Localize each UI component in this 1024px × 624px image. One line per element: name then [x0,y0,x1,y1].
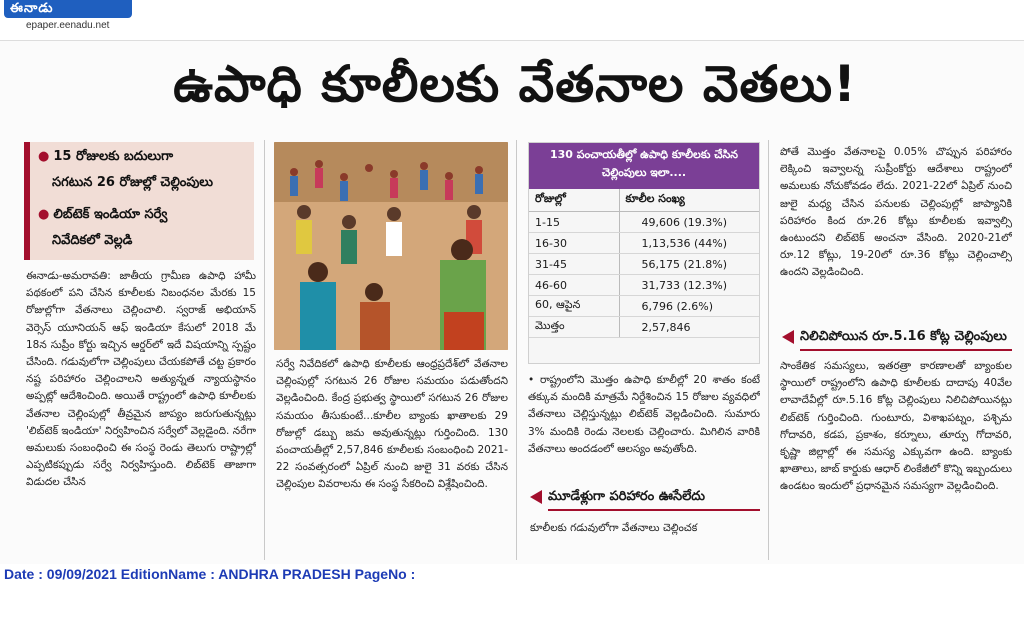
highlight-line: ● 15 రోజులకు బదులుగా [38,149,174,164]
headline: ఉపాధి కూలీలకు వేతనాల వెతలు! [173,55,857,113]
table-cell: మొత్తం [529,317,619,338]
article-column-2: సర్వే నివేదికలో ఉపాధి కూలీలకు ఆంధ్రప్రదేశ్‌లో వేతనాల చెల్లింపుల్లో సగటున 26 రోజుల సమయం పడుతోందని వెల్లడించింది. కేంద్ర ప్రభుత్వ స్థాయిలో సగటున 26 రోజుల సమయం తీసుకుంటే...కూలీల బ్యాంకు ఖాతాలకు 29 రోజుల్లో డబ్బు జమ అవుతున్నట్లు గుర్తించింది. 130 పంచాయతీల్లో 2,57,846 కూలీలకు సంబంధించి 2021-22 సంవత్సరంలో ఏప్రిల్‌ నుంచి జులై 31 వరకు చేసిన చెల్లింపుల వివరాలను ఈ సంస్థ సేకరించి విశ్లేషించింది. [276,358,508,491]
table-title: 130 పంచాయతీల్లో ఉపాధి కూలీలకు చేసిన చెల్లింపులు ఇలా.... [529,143,759,189]
table-cell: 31,733 (12.3%) [619,275,759,296]
table-cell: 49,606 (19.3%) [619,212,759,233]
workers-photo [274,142,508,350]
article-column-4: పోతే మొత్తం వేతనాలపై 0.05% చొప్పున పరిహారం లెక్కించి ఇవ్వాలన్న సుప్రీంకోర్టు ఆదేశాలు రాష్ట్రంలో అమలుకు నోచుకోవడం లేదు. 2021-22లో ఏప్రిల్‌ నుంచి జులై మధ్య చేసిన పనులకు చెల్లింపుల్లో జాప్యానికి పరిహారం కింద రూ.26 కోట్లు కూలీలకు ఇవ్వాల్సి ఉంటుందని లిబ్‌టెక్‌ అంచనా వేసింది. 2020-21లో రూ.12 కోట్లు, 19-20లో రూ.36 కోట్లు చెల్లించాల్సి ఉందని వెల్లడించింది. [780,146,1012,279]
table-cell: 6,796 (2.6%) [619,296,759,317]
table-row [529,254,759,275]
highlight-line: నివేదికలో వెల్లడి [52,233,133,248]
column-rule [516,140,517,560]
table-row [529,296,759,317]
bullet-icon: ● [38,207,50,222]
column-rule [768,140,769,560]
table-cell: 46-60 [529,275,619,296]
table-cell: 1-15 [529,212,619,233]
workers-photo-illustration [274,142,508,350]
table-row [529,233,759,254]
arrow-icon [782,330,794,344]
highlight-line: ● లిబ్‌టెక్‌ ఇండియా సర్వే [38,207,168,222]
table-row [529,317,759,338]
article-column-4-part-2: సాంకేతిక సమస్యలు, ఇతరత్రా కారణాలతో బ్యాంకుల స్థాయిలో రాష్ట్రంలోని ఉపాధి కూలీలకు దాదాపు 40వేల లావాదేవీల్లో రూ.5.16 కోట్ల చెల్లింపులు నిలిచిపోయినట్లు లిబ్‌టెక్‌ గుర్తించింది. గుంటూరు, విశాఖపట్నం, పశ్చిమ గోదావరి, కడప, ప్రకాశం, కర్నూలు, తూర్పు గోదావరి, కృష్ణా జిల్లాల్లో ఈ సమస్య ఎక్కువగా ఉంది. బ్యాంకు ఖాతాలు, జాబ్‌ కార్డుకు ఆధార్‌ లింకేజీలో కొన్ని ఇబ్బందులు ఉండటం ఇందులో ప్రధానమైన సమస్యగా వెల్లడించింది. [780,360,1012,493]
payments-table [528,142,760,364]
table-row [529,275,759,296]
highlight-line: సగటున 26 రోజుల్లో చెల్లింపులు [52,175,214,190]
table-row [529,212,759,233]
article-column-1: ఈనాడు-అమరావతి: జాతీయ గ్రామీణ ఉపాధి హామీ పథకంలో పని చేసిన కూలీలకు నిబంధనల మేరకు 15 రోజుల్లోగా వేతనాలు చెల్లించాలి. స్వరాజ్‌ అభియాన్‌ వెర్సెస్‌ యూనియన్‌ ఆఫ్‌ ఇండియా కేసులో 2018 మే 18న సుప్రీం కోర్టు ఇచ్చిన ఆర్డర్‌లో ఇదే విషయాన్ని స్పష్టం చేసింది. గడువులోగా చెల్లింపులు చేయకపోతే చట్ట ప్రకారం నష్ట పరిహారం చెల్లించాలని అత్యున్నత న్యాయస్థానం అప్పట్లో ఆదేశించింది. అయితే రాష్ట్రంలో ఉపాధి కూలీలకు వేతనాల చెల్లింపుల్లో తీవ్రమైన జాప్యం జరుగుతున్నట్లు 'లిబ్‌టెక్‌ ఇండియా' నిర్వహించిన సర్వేలో వెల్లడైంది. నరేగా అమలుకు సంబంధించి ఈ సంస్థ రెండు తెలుగు రాష్ట్రాల్లో ఎప్పటికప్పుడు సర్వే నిర్వహిస్తుంది. లిబ్‌టెక్‌ తాజాగా విడుదల చేసిన [26,270,256,489]
payments-table-grid [529,189,759,338]
table-cell: 2,57,846 [619,317,759,338]
subheading-stalled-payments: నిలిచిపోయిన రూ.5.16 కోట్ల చెల్లింపులు [782,326,1012,348]
table-cell: 56,175 (21.8%) [619,254,759,275]
table-cell: 31-45 [529,254,619,275]
underline [800,349,1012,351]
table-cell: 16-30 [529,233,619,254]
masthead [0,0,200,36]
table-cell: 60, ఆపైన [529,296,619,317]
underline [548,509,760,511]
article-column-3: • రాష్ట్రంలోని మొత్తం ఉపాధి కూలీల్లో 20 శాతం కంటే తక్కువ మందికి మాత్రమే నిర్దేశించిన 15 రోజుల వ్యవధిలో వేతనాలు చెల్లిస్తున్నట్లు లిబ్‌టెక్‌ వెల్లడించింది. సుమారు 3% మందికి రెండు నెలలకు చెల్లించారు. మిగిలిన వారికి వేతనాలు అందడంలో ఆలస్యం అవుతోంది. [528,374,760,455]
table-header-row [529,189,759,212]
arrow-icon [530,490,542,504]
article-column-3-tail: కూలీలకు గడువులోగా వేతనాలు చెల్లించక [530,522,698,534]
column-header: రోజుల్లో [529,189,619,212]
highlights-box [24,142,254,260]
column-header: కూలీల సంఖ్య [619,189,759,212]
table-cell: 1,13,536 (44%) [619,233,759,254]
eenadu-logo[interactable]: ఈనాడు [4,0,132,18]
bullet-icon: ● [38,149,50,164]
column-rule [264,140,265,560]
epaper-url[interactable]: epaper.eenadu.net [26,20,110,31]
edition-info: Date : 09/09/2021 EditionName : ANDHRA PRADESH PageNo : [4,566,416,582]
subheading-compensation: మూడేళ్లుగా పరిహారం ఊసేలేదు [530,486,760,508]
